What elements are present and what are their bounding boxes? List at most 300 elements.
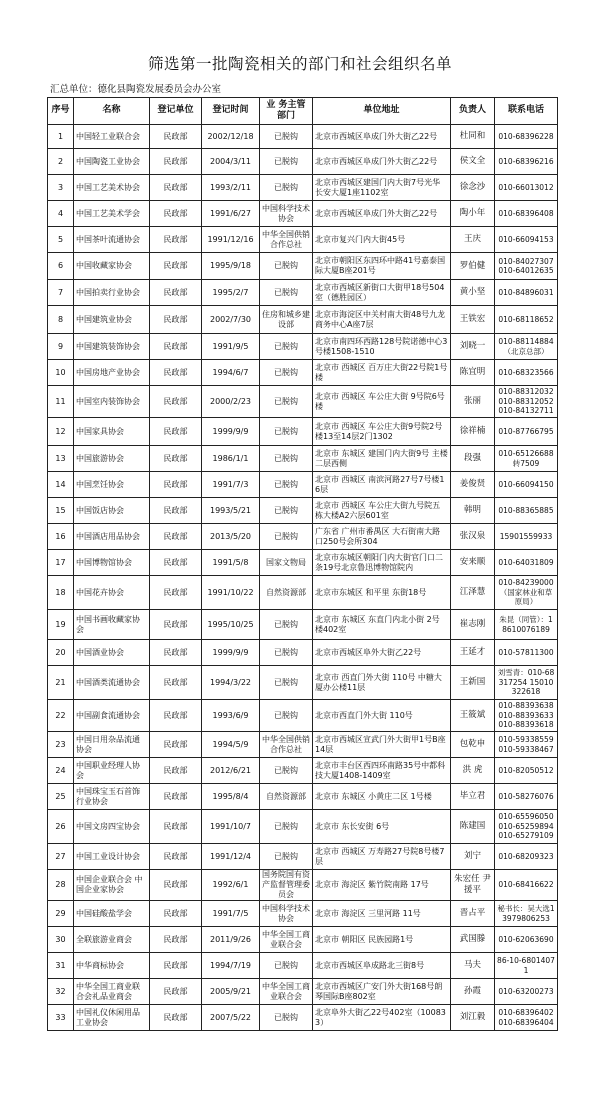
table-row [48, 810, 558, 844]
person-in-charge-cell: 崔志刚 [451, 610, 495, 640]
row-index-cell: 7 [48, 280, 74, 306]
org-name-cell: 中国花卉协会 [74, 576, 150, 610]
table-row [48, 844, 558, 870]
row-index-cell: 31 [48, 953, 74, 979]
phone-cell: 15901559933 [495, 524, 558, 550]
address-cell: 北京市西城区广安门外大街168号朗琴国际B座802室 [313, 979, 451, 1005]
org-name-cell: 中国副食流通协会 [74, 700, 150, 732]
registrar-cell: 民政部 [150, 280, 202, 306]
supervisor-cell: 已脱钩 [260, 175, 313, 201]
phone-cell: 010-88312032 010-88312052 010-84132711 [495, 386, 558, 418]
phone-cell: 010-68416622 [495, 870, 558, 901]
registrar-cell: 民政部 [150, 810, 202, 844]
table-row [48, 386, 558, 418]
table-row [48, 334, 558, 360]
table-row [48, 446, 558, 472]
person-in-charge-cell: 陶小年 [451, 201, 495, 227]
supervisor-cell: 中华全国工商业联合会 [260, 979, 313, 1005]
supervisor-cell: 已脱钩 [260, 446, 313, 472]
register-date-cell: 1991/10/22 [202, 576, 260, 610]
address-cell: 北京市西城区宣武门外大街甲1号B座14层 [313, 732, 451, 758]
registrar-cell: 民政部 [150, 870, 202, 901]
person-in-charge-cell: 黄小坚 [451, 280, 495, 306]
table-row [48, 870, 558, 901]
address-cell: 北京市 海淀区 三里河路 11号 [313, 901, 451, 927]
table-row [48, 227, 558, 253]
org-name-cell: 中国文房四宝协会 [74, 810, 150, 844]
phone-cell: 010-65126688转7509 [495, 446, 558, 472]
person-in-charge-cell: 王筱斌 [451, 700, 495, 732]
table-row [48, 149, 558, 175]
table-row [48, 758, 558, 784]
table-row [48, 360, 558, 386]
registrar-cell: 民政部 [150, 576, 202, 610]
supervisor-cell: 已脱钩 [260, 810, 313, 844]
address-cell: 北京市 东城区 东直门内北小街 2号 楼402室 [313, 610, 451, 640]
row-index-cell: 16 [48, 524, 74, 550]
supervisor-cell: 已脱钩 [260, 125, 313, 149]
registrar-cell: 民政部 [150, 253, 202, 280]
phone-cell: 010-68118652 [495, 306, 558, 334]
row-index-cell: 3 [48, 175, 74, 201]
registrar-cell: 民政部 [150, 758, 202, 784]
person-in-charge-cell: 侯文全 [451, 149, 495, 175]
supervisor-cell: 已脱钩 [260, 666, 313, 700]
phone-cell: 010-66013012 [495, 175, 558, 201]
row-index-cell: 22 [48, 700, 74, 732]
address-cell: 北京市 朝阳区 民族园路1号 [313, 927, 451, 953]
phone-cell: 010-84896031 [495, 280, 558, 306]
org-name-cell: 中国轻工业联合会 [74, 125, 150, 149]
register-date-cell: 1993/2/11 [202, 175, 260, 201]
address-cell: 北京市西城区阜成门外大街乙22号 [313, 201, 451, 227]
registrar-cell: 民政部 [150, 201, 202, 227]
address-cell: 北京市西城区建国门内大街7号光华长安大厦1座1102室 [313, 175, 451, 201]
row-index-cell: 11 [48, 386, 74, 418]
register-date-cell: 2000/2/23 [202, 386, 260, 418]
supervisor-cell: 已脱钩 [260, 758, 313, 784]
register-date-cell: 1994/5/9 [202, 732, 260, 758]
register-date-cell: 1995/10/25 [202, 610, 260, 640]
org-name-cell: 中国博物馆协会 [74, 550, 150, 576]
register-date-cell: 1991/10/7 [202, 810, 260, 844]
table-row [48, 700, 558, 732]
registrar-cell: 民政部 [150, 125, 202, 149]
row-index-cell: 15 [48, 498, 74, 524]
register-date-cell: 1999/9/9 [202, 640, 260, 666]
org-name-cell: 中国室内装饰协会 [74, 386, 150, 418]
table-row [48, 784, 558, 810]
register-date-cell: 1991/7/3 [202, 472, 260, 498]
org-name-cell: 中国房地产业协会 [74, 360, 150, 386]
row-index-cell: 29 [48, 901, 74, 927]
row-index-cell: 9 [48, 334, 74, 360]
registrar-cell: 民政部 [150, 953, 202, 979]
address-cell: 北京市 西城区 万寿路27号院8号楼7层 [313, 844, 451, 870]
address-cell: 北京市 东城区 小黄庄二区 1号楼 [313, 784, 451, 810]
row-index-cell: 23 [48, 732, 74, 758]
registrar-cell: 民政部 [150, 666, 202, 700]
address-cell: 北京市 西城区 南滨河路27号7号楼16层 [313, 472, 451, 498]
registrar-cell: 民政部 [150, 227, 202, 253]
address-cell: 北京市丰台区西四环南路35号中都科技大厦1408-1409室 [313, 758, 451, 784]
registrar-cell: 民政部 [150, 700, 202, 732]
register-date-cell: 1993/5/21 [202, 498, 260, 524]
phone-cell: 010-88393638 010-88393633 010-88393618 [495, 700, 558, 732]
registrar-cell: 民政部 [150, 334, 202, 360]
register-date-cell: 1991/12/16 [202, 227, 260, 253]
col-header-index: 序号 [48, 98, 74, 125]
row-index-cell: 1 [48, 125, 74, 149]
registrar-cell: 民政部 [150, 844, 202, 870]
supervisor-cell: 已脱钩 [260, 610, 313, 640]
supervisor-cell: 已脱钩 [260, 280, 313, 306]
row-index-cell: 26 [48, 810, 74, 844]
registrar-cell: 民政部 [150, 732, 202, 758]
org-name-cell: 中国陶瓷工业协会 [74, 149, 150, 175]
organization-table [47, 97, 558, 1031]
table-row [48, 610, 558, 640]
person-in-charge-cell: 陈宜明 [451, 360, 495, 386]
register-date-cell: 1991/12/4 [202, 844, 260, 870]
supervisor-cell: 中华全国供销合作总社 [260, 732, 313, 758]
register-date-cell: 1995/2/7 [202, 280, 260, 306]
phone-cell: 010-66094150 [495, 472, 558, 498]
col-header-date: 登记时间 [202, 98, 260, 125]
row-index-cell: 8 [48, 306, 74, 334]
table-row [48, 524, 558, 550]
row-index-cell: 6 [48, 253, 74, 280]
supervisor-cell: 中华全国供销合作总社 [260, 227, 313, 253]
phone-cell: 010-58276076 [495, 784, 558, 810]
person-in-charge-cell: 王新国 [451, 666, 495, 700]
org-name-cell: 中国收藏家协会 [74, 253, 150, 280]
org-name-cell: 中国日用杂品流通协会 [74, 732, 150, 758]
org-name-cell: 中国旅游协会 [74, 446, 150, 472]
org-name-cell: 中国建筑业协会 [74, 306, 150, 334]
document-title: 筛选第一批陶瓷相关的部门和社会组织名单 [147, 55, 452, 73]
phone-cell: 秘书长：吴大选13979806253 [495, 901, 558, 927]
register-date-cell: 1994/3/22 [202, 666, 260, 700]
registrar-cell: 民政部 [150, 472, 202, 498]
table-row [48, 125, 558, 149]
phone-cell: 010-68209323 [495, 844, 558, 870]
org-name-cell: 全联旅游业商会 [74, 927, 150, 953]
table-row [48, 640, 558, 666]
address-cell: 北京市西城区新街口大街甲18号504室（德胜园区） [313, 280, 451, 306]
supervisor-cell: 已脱钩 [260, 844, 313, 870]
phone-cell: 86-10-68014071 [495, 953, 558, 979]
supervisor-cell: 已脱钩 [260, 640, 313, 666]
person-in-charge-cell: 刘宁 [451, 844, 495, 870]
phone-cell: 010-68396216 [495, 149, 558, 175]
phone-cell: 朱昆（同管）：18610076189 [495, 610, 558, 640]
supervisor-cell: 已脱钩 [260, 498, 313, 524]
phone-cell: 010-63200273 [495, 979, 558, 1005]
registrar-cell: 民政部 [150, 901, 202, 927]
registrar-cell: 民政部 [150, 979, 202, 1005]
table-row [48, 280, 558, 306]
supervisor-cell: 已脱钩 [260, 472, 313, 498]
row-index-cell: 17 [48, 550, 74, 576]
person-in-charge-cell: 张丽 [451, 386, 495, 418]
row-index-cell: 25 [48, 784, 74, 810]
org-name-cell: 中华商标协会 [74, 953, 150, 979]
supervisor-cell: 已脱钩 [260, 953, 313, 979]
registrar-cell: 民政部 [150, 927, 202, 953]
address-cell: 北京市复兴门内大街45号 [313, 227, 451, 253]
org-name-cell: 中国礼仪休闲用品工业协会 [74, 1005, 150, 1031]
row-index-cell: 5 [48, 227, 74, 253]
table-row [48, 550, 558, 576]
register-date-cell: 1995/9/18 [202, 253, 260, 280]
org-name-cell: 中国职业经理人协会 [74, 758, 150, 784]
registrar-cell: 民政部 [150, 360, 202, 386]
register-date-cell: 2007/5/22 [202, 1005, 260, 1031]
row-index-cell: 20 [48, 640, 74, 666]
registrar-cell: 民政部 [150, 524, 202, 550]
table-body [48, 125, 558, 1031]
register-date-cell: 2002/12/18 [202, 125, 260, 149]
org-name-cell: 中国工艺美术协会 [74, 175, 150, 201]
phone-cell: 010-65596050 010-65259894 010-65279109 [495, 810, 558, 844]
phone-cell: 010-59338559 010-59338467 [495, 732, 558, 758]
col-header-supervisor: 业 务主管部门 [260, 98, 313, 125]
row-index-cell: 14 [48, 472, 74, 498]
registrar-cell: 民政部 [150, 784, 202, 810]
supervisor-cell: 已脱钩 [260, 149, 313, 175]
col-header-registrar: 登记单位 [150, 98, 202, 125]
row-index-cell: 4 [48, 201, 74, 227]
table-row [48, 576, 558, 610]
col-header-phone: 联系电话 [495, 98, 558, 125]
person-in-charge-cell: 韩明 [451, 498, 495, 524]
supervisor-cell: 国务院国有资产监督管理委员会 [260, 870, 313, 901]
person-in-charge-cell: 罗伯健 [451, 253, 495, 280]
person-in-charge-cell: 洪 虎 [451, 758, 495, 784]
person-in-charge-cell: 江泽慧 [451, 576, 495, 610]
row-index-cell: 24 [48, 758, 74, 784]
col-header-name: 名称 [74, 98, 150, 125]
register-date-cell: 2012/6/21 [202, 758, 260, 784]
org-name-cell: 中国企业联合会 中国企业家协会 [74, 870, 150, 901]
row-index-cell: 30 [48, 927, 74, 953]
register-date-cell: 1992/6/1 [202, 870, 260, 901]
phone-cell: 010-84239000（国家林业和草原局） [495, 576, 558, 610]
org-name-cell: 中国烹饪协会 [74, 472, 150, 498]
address-cell: 北京市 西城区 车公庄大街九号院五栋大楼A2六层601室 [313, 498, 451, 524]
supervisor-cell: 自然资源部 [260, 576, 313, 610]
phone-cell: 010-57811300 [495, 640, 558, 666]
register-date-cell: 2004/3/11 [202, 149, 260, 175]
registrar-cell: 民政部 [150, 149, 202, 175]
registrar-cell: 民政部 [150, 306, 202, 334]
table-row [48, 201, 558, 227]
address-cell: 北京市 西城区 车公庄大街 9号院6号楼 [313, 386, 451, 418]
address-cell: 北京市 东长安街 6号 [313, 810, 451, 844]
phone-cell: 010-84027307 010-64012635 [495, 253, 558, 280]
supervisor-cell: 国家文物局 [260, 550, 313, 576]
registrar-cell: 民政部 [150, 610, 202, 640]
phone-cell: 010-88365885 [495, 498, 558, 524]
org-name-cell: 中国酒类流通协会 [74, 666, 150, 700]
col-header-address: 单位地址 [313, 98, 451, 125]
address-cell: 北京市 西城区 百万庄大街22号院1号楼 [313, 360, 451, 386]
row-index-cell: 13 [48, 446, 74, 472]
registrar-cell: 民政部 [150, 175, 202, 201]
person-in-charge-cell: 晋占平 [451, 901, 495, 927]
person-in-charge-cell: 王延才 [451, 640, 495, 666]
table-row [48, 306, 558, 334]
register-date-cell: 1986/1/1 [202, 446, 260, 472]
address-cell: 北京市 西城区 车公庄大街9号院2号楼13至14层2门1302 [313, 418, 451, 446]
person-in-charge-cell: 段强 [451, 446, 495, 472]
table-row [48, 253, 558, 280]
org-name-cell: 中国饭店协会 [74, 498, 150, 524]
supervisor-cell: 已脱钩 [260, 700, 313, 732]
person-in-charge-cell: 刘江毅 [451, 1005, 495, 1031]
phone-cell: 010-62063690 [495, 927, 558, 953]
register-date-cell: 1991/5/8 [202, 550, 260, 576]
person-in-charge-cell: 毕立君 [451, 784, 495, 810]
person-in-charge-cell: 徐祥楠 [451, 418, 495, 446]
table-row [48, 953, 558, 979]
table-row [48, 1005, 558, 1031]
address-cell: 北京市 东城区 建国门内大街9号 主楼二层西侧 [313, 446, 451, 472]
person-in-charge-cell: 姜俊贤 [451, 472, 495, 498]
person-in-charge-cell: 安来顺 [451, 550, 495, 576]
register-date-cell: 1991/7/5 [202, 901, 260, 927]
row-index-cell: 18 [48, 576, 74, 610]
address-cell: 北京市西城区阜成路北三街8号 [313, 953, 451, 979]
table-row [48, 472, 558, 498]
col-header-person: 负责人 [451, 98, 495, 125]
org-name-cell: 中国书画收藏家协会 [74, 610, 150, 640]
register-date-cell: 1994/6/7 [202, 360, 260, 386]
supervisor-cell: 中华全国工商业联合会 [260, 927, 313, 953]
row-index-cell: 33 [48, 1005, 74, 1031]
address-cell: 北京市 海淀区 紫竹院南路 17号 [313, 870, 451, 901]
row-index-cell: 19 [48, 610, 74, 640]
address-cell: 广东省 广州市番禺区 大石街南大路口250号会所304 [313, 524, 451, 550]
person-in-charge-cell: 包乾申 [451, 732, 495, 758]
person-in-charge-cell: 杜同和 [451, 125, 495, 149]
supervisor-cell: 自然资源部 [260, 784, 313, 810]
address-cell: 北京市东城区朝阳门内大街官门口二条19号北京鲁迅博物馆院内 [313, 550, 451, 576]
row-index-cell: 2 [48, 149, 74, 175]
supervisor-cell: 已脱钩 [260, 418, 313, 446]
person-in-charge-cell: 王铁宏 [451, 306, 495, 334]
org-name-cell: 中国拍卖行业协会 [74, 280, 150, 306]
address-cell: 北京阜外大街乙22号402室（100833） [313, 1005, 451, 1031]
table-row [48, 418, 558, 446]
register-date-cell: 2011/9/26 [202, 927, 260, 953]
row-index-cell: 10 [48, 360, 74, 386]
org-name-cell: 中华全国工商业联合会礼品业商会 [74, 979, 150, 1005]
registrar-cell: 民政部 [150, 418, 202, 446]
person-in-charge-cell: 徐念沙 [451, 175, 495, 201]
header-row [48, 98, 558, 125]
address-cell: 北京市西城区阜外大街乙22号 [313, 640, 451, 666]
register-date-cell: 1994/7/19 [202, 953, 260, 979]
supervisor-cell: 中国科学技术协会 [260, 901, 313, 927]
address-cell: 北京市 西直门外大街 110号 中糖大厦办公楼11层 [313, 666, 451, 700]
row-index-cell: 21 [48, 666, 74, 700]
phone-cell: 010-82050512 [495, 758, 558, 784]
address-cell: 北京市西直门外大街 110号 [313, 700, 451, 732]
row-index-cell: 28 [48, 870, 74, 901]
org-name-cell: 中国家具协会 [74, 418, 150, 446]
phone-cell: 010-68323566 [495, 360, 558, 386]
table-row [48, 927, 558, 953]
org-name-cell: 中国茶叶流通协会 [74, 227, 150, 253]
register-date-cell: 1991/9/5 [202, 334, 260, 360]
org-name-cell: 中国工业设计协会 [74, 844, 150, 870]
table-row [48, 979, 558, 1005]
registrar-cell: 民政部 [150, 1005, 202, 1031]
table-row [48, 732, 558, 758]
phone-cell: 010-64031809 [495, 550, 558, 576]
org-name-cell: 中国珠宝玉石首饰行业协会 [74, 784, 150, 810]
table-row [48, 901, 558, 927]
compiling-unit: 汇总单位：德化县陶瓷发展委员会办公室 [50, 84, 222, 95]
registrar-cell: 民政部 [150, 446, 202, 472]
row-index-cell: 32 [48, 979, 74, 1005]
address-cell: 北京市西城区阜成门外大街乙22号 [313, 149, 451, 175]
table-row [48, 498, 558, 524]
address-cell: 北京市海淀区中关村南大街48号九龙商务中心A座7层 [313, 306, 451, 334]
registrar-cell: 民政部 [150, 386, 202, 418]
org-name-cell: 中国酒店用品协会 [74, 524, 150, 550]
org-name-cell: 中国酒业协会 [74, 640, 150, 666]
org-name-cell: 中国工艺美术学会 [74, 201, 150, 227]
registrar-cell: 民政部 [150, 550, 202, 576]
table-row [48, 666, 558, 700]
address-cell: 北京市朝阳区东四环中路41号嘉泰国际大厦B座201号 [313, 253, 451, 280]
person-in-charge-cell: 马夫 [451, 953, 495, 979]
row-index-cell: 12 [48, 418, 74, 446]
supervisor-cell: 已脱钩 [260, 524, 313, 550]
address-cell: 北京市南四环西路128号院诺德中心3号楼1508-1510 [313, 334, 451, 360]
person-in-charge-cell: 张汉泉 [451, 524, 495, 550]
register-date-cell: 1995/8/4 [202, 784, 260, 810]
supervisor-cell: 已脱钩 [260, 1005, 313, 1031]
register-date-cell: 2005/9/21 [202, 979, 260, 1005]
address-cell: 北京市东城区 和平里 东街18号 [313, 576, 451, 610]
person-in-charge-cell: 陈建国 [451, 810, 495, 844]
phone-cell: 010-87766795 [495, 418, 558, 446]
phone-cell: 010-68396228 [495, 125, 558, 149]
phone-cell: 010-88114884（北京总部） [495, 334, 558, 360]
person-in-charge-cell: 孙霞 [451, 979, 495, 1005]
person-in-charge-cell: 武国滕 [451, 927, 495, 953]
supervisor-cell: 已脱钩 [260, 253, 313, 280]
phone-cell: 010-68396408 [495, 201, 558, 227]
person-in-charge-cell: 刘晓一 [451, 334, 495, 360]
supervisor-cell: 住房和城乡建设部 [260, 306, 313, 334]
phone-cell: 010-68396402 010-68396404 [495, 1005, 558, 1031]
phone-cell: 刘雪青：010-68317254 15010322618 [495, 666, 558, 700]
registrar-cell: 民政部 [150, 498, 202, 524]
address-cell: 北京市西城区阜成门外大街乙22号 [313, 125, 451, 149]
registrar-cell: 民政部 [150, 640, 202, 666]
org-name-cell: 中国硅酸盐学会 [74, 901, 150, 927]
person-in-charge-cell: 王庆 [451, 227, 495, 253]
supervisor-cell: 已脱钩 [260, 360, 313, 386]
supervisor-cell: 中国科学技术协会 [260, 201, 313, 227]
register-date-cell: 1993/6/9 [202, 700, 260, 732]
phone-cell: 010-66094153 [495, 227, 558, 253]
